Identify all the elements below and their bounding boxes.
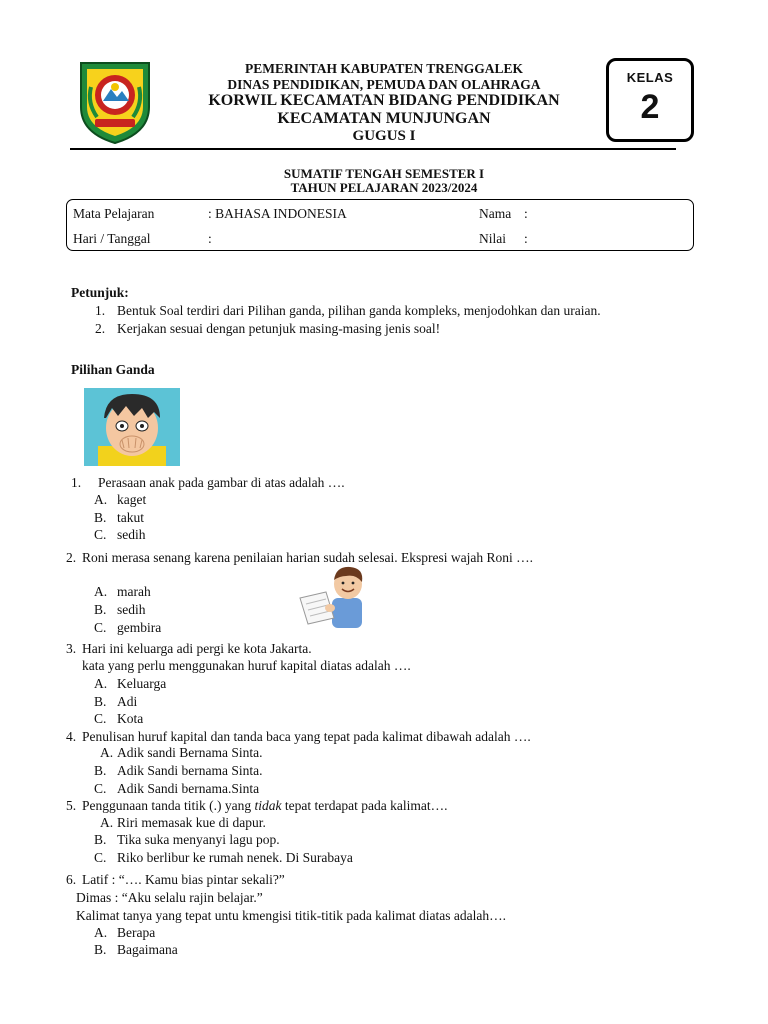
subject-value: : BAHASA INDONESIA <box>208 206 347 221</box>
question-text: Roni merasa senang karena penilaian harian sudah selesai. Ekspresi wajah Roni …. <box>82 550 533 565</box>
question-number: 3. <box>66 641 77 656</box>
question-number: 6. <box>66 872 77 887</box>
option-letter: B. <box>94 832 107 847</box>
class-label: KELAS <box>626 70 674 85</box>
option-text: Adik Sandi bernama Sinta. <box>117 763 263 778</box>
option-text: Adik sandi Bernama Sinta. <box>117 745 263 760</box>
option-text: Riri memasak kue di dapur. <box>117 815 266 830</box>
class-badge <box>606 58 694 142</box>
question-text-line-3: Kalimat tanya yang tepat untu kmengisi titik-titik pada kalimat diatas adalah…. <box>76 908 507 923</box>
date-label: Hari / Tanggal <box>73 231 151 246</box>
option-letter: B. <box>94 694 107 709</box>
option-text: Riko berlibur ke rumah nenek. Di Surabaya <box>117 850 353 865</box>
option-letter: C. <box>94 850 107 865</box>
option-text: Bagaimana <box>117 942 178 957</box>
option-letter: B. <box>94 942 107 957</box>
option-letter: A. <box>100 815 114 830</box>
question-text: Penulisan huruf kapital dan tanda baca yang tepat pada kalimat dibawah adalah …. <box>82 729 531 744</box>
instruction-num-2: 2. <box>95 321 106 336</box>
class-number: 2 <box>640 88 660 126</box>
option-letter: C. <box>94 527 107 542</box>
header-divider <box>70 148 676 150</box>
option-text: Adik Sandi bernama.Sinta <box>117 781 260 796</box>
shocked-child-picture <box>84 388 180 466</box>
exam-year: TAHUN PELAJARAN 2023/2024 <box>290 180 478 195</box>
option-text: sedih <box>117 602 146 617</box>
option-text: marah <box>117 584 151 599</box>
question-number: 4. <box>66 729 77 744</box>
option-letter: A. <box>94 925 108 940</box>
header-line-2: DINAS PENDIDIKAN, PEMUDA DAN OLAHRAGA <box>227 77 541 92</box>
question-text-part-2: tepat terdapat pada kalimat…. <box>281 798 448 813</box>
question-text: Perasaan anak pada gambar di atas adalah …. <box>98 475 345 490</box>
option-text: Berapa <box>117 925 156 940</box>
option-letter: A. <box>94 676 108 691</box>
student-info-box <box>66 199 694 251</box>
question-text-emphasis: tidak <box>254 798 282 813</box>
question-text: Hari ini keluarga adi pergi ke kota Jakarta. <box>82 641 312 656</box>
option-text: Keluarga <box>117 676 167 691</box>
question-text-line-2: kata yang perlu menggunakan huruf kapital diatas adalah …. <box>82 658 411 673</box>
question-text: Latif : “…. Kamu bias pintar sekali?” <box>82 872 285 887</box>
question-text-part-1: Penggunaan tanda titik (.) yang <box>82 798 255 813</box>
option-letter: C. <box>94 781 107 796</box>
instruction-num-1: 1. <box>95 303 106 318</box>
option-letter: A. <box>94 492 108 507</box>
option-text: Adi <box>117 694 138 709</box>
option-text: kaget <box>117 492 147 507</box>
option-text: takut <box>117 510 144 525</box>
question-text <box>82 797 448 814</box>
score-label: Nilai <box>479 231 506 246</box>
subject-label: Mata Pelajaran <box>73 206 155 221</box>
instruction-text-1: Bentuk Soal terdiri dari Pilihan ganda, pilihan ganda kompleks, menjodohkan dan uraian. <box>117 303 601 318</box>
header-line-4: KECAMATAN MUNJUNGAN <box>277 110 491 127</box>
happy-boy-picture <box>296 562 378 630</box>
option-letter: C. <box>94 711 107 726</box>
date-colon: : <box>208 231 212 246</box>
section-title: Pilihan Ganda <box>71 362 155 377</box>
option-letter: B. <box>94 510 107 525</box>
option-letter: A. <box>100 745 114 760</box>
option-text: Kota <box>117 711 144 726</box>
score-colon: : <box>524 231 528 246</box>
option-text: sedih <box>117 527 146 542</box>
name-label: Nama <box>479 206 512 221</box>
option-letter: B. <box>94 763 107 778</box>
option-text: gembira <box>117 620 162 635</box>
question-number: 2. <box>66 550 77 565</box>
header-line-5: GUGUS I <box>352 128 416 144</box>
header-line-3: KORWIL KECAMATAN BIDANG PENDIDIKAN <box>208 92 560 109</box>
question-text-line-2: Dimas : “Aku selalu rajin belajar.” <box>76 890 263 905</box>
option-letter: A. <box>94 584 108 599</box>
option-letter: C. <box>94 620 107 635</box>
instruction-text-2: Kerjakan sesuai dengan petunjuk masing-masing jenis soal! <box>117 321 441 336</box>
option-letter: B. <box>94 602 107 617</box>
option-text: Tika suka menyanyi lagu pop. <box>117 832 280 847</box>
exam-title: SUMATIF TENGAH SEMESTER I <box>283 166 485 181</box>
header-line-1: PEMERINTAH KABUPATEN TRENGGALEK <box>244 61 524 76</box>
name-colon: : <box>524 206 528 221</box>
question-number: 5. <box>66 798 77 813</box>
question-number: 1. <box>71 475 82 490</box>
instructions-heading: Petunjuk: <box>71 285 129 300</box>
